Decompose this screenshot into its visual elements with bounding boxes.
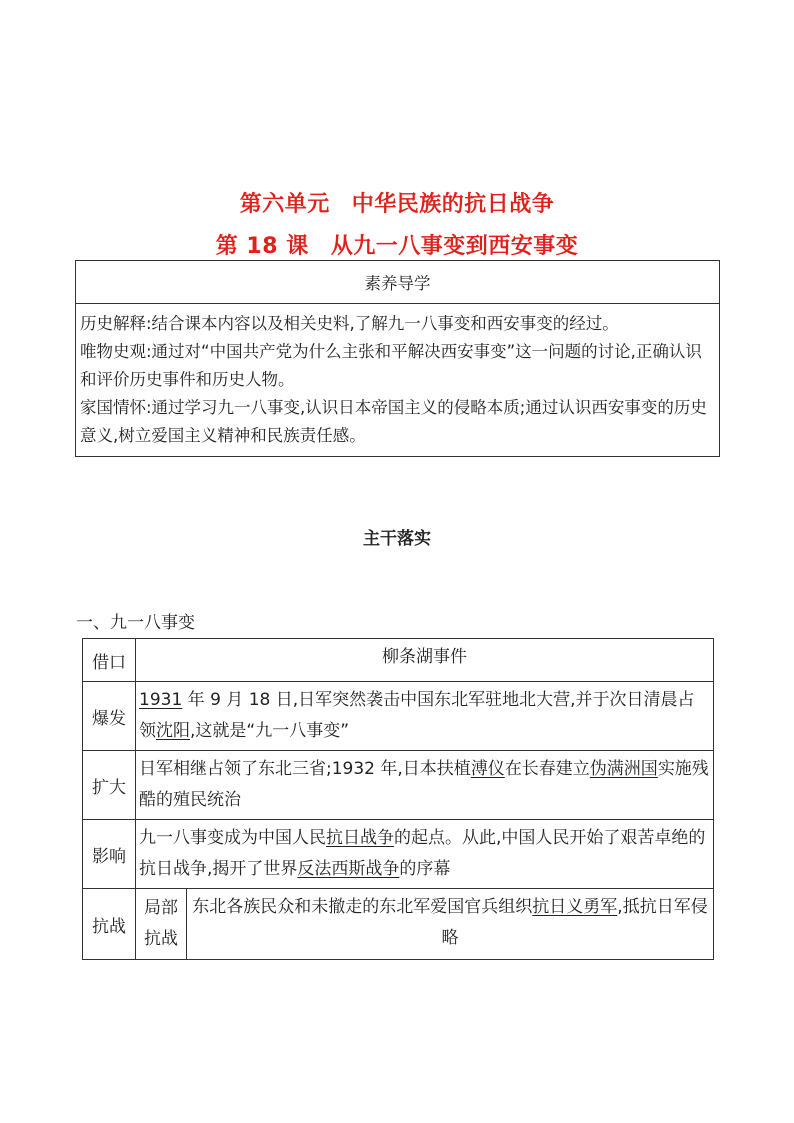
outbreak-text-2: ,这就是“九一八事变” bbox=[190, 721, 350, 741]
impact-antifascist: 反法西斯战争 bbox=[297, 859, 400, 879]
expand-puppet-state: 伪满洲国 bbox=[589, 759, 658, 779]
outbreak-city: 沈阳 bbox=[156, 721, 190, 741]
unit-label: 第六单元 bbox=[239, 192, 330, 217]
row-value-expand bbox=[136, 751, 714, 820]
resistance-text-2: ,抵抗日军侵略 bbox=[441, 897, 708, 948]
row-value-resistance bbox=[187, 889, 714, 960]
impact-text-2: 的起点。从此,中国人民开始了艰苦卓绝的抗日战争,揭开了世界 bbox=[139, 828, 706, 879]
unit-title bbox=[0, 187, 794, 218]
expand-puppet: 溥仪 bbox=[470, 759, 505, 779]
section-title: 主干落实 bbox=[363, 529, 431, 549]
expand-text-1: 日军相继占领了东北三省;1932 年,日本扶植 bbox=[139, 759, 471, 779]
outbreak-year: 1931 bbox=[139, 690, 183, 710]
row-label-pretext: 借口 bbox=[83, 639, 136, 682]
guide-item-materialism: 唯物史观:通过对“中国共产党为什么主张和平解决西安事变”这一问题的讨论,正确认识和评价历史事件和历史人物。 bbox=[80, 342, 702, 389]
resistance-text-1: 东北各族民众和未撤走的东北军爱国官兵组织 bbox=[192, 897, 533, 917]
row-label-expand: 扩大 bbox=[83, 751, 136, 820]
row-value-outbreak bbox=[136, 682, 714, 751]
row-label-impact: 影响 bbox=[83, 820, 136, 889]
literacy-guide-header: 素养导学 bbox=[76, 261, 720, 304]
row-value-pretext: 柳条湖事件 bbox=[136, 639, 714, 682]
resistance-army: 抗日义勇军 bbox=[532, 897, 618, 917]
row-label-resistance: 抗战 bbox=[83, 889, 136, 960]
impact-text-3: 的序幕 bbox=[399, 859, 451, 879]
lesson-name: 从九一八事变到西安事变 bbox=[330, 234, 579, 259]
expand-text-2: 在长春建立 bbox=[504, 759, 590, 779]
literacy-guide-table bbox=[75, 260, 720, 457]
guide-item-patriotism: 家国情怀:通过学习九一八事变,认识日本帝国主义的侵略本质;通过认识西安事变的历史意义,树立爱国主义精神和民族责任感。 bbox=[80, 398, 707, 445]
expand-text-3: 实施残酷的殖民统治 bbox=[139, 759, 709, 810]
row-sublabel-local-resistance: 局部抗战 bbox=[136, 889, 187, 960]
mukden-incident-table bbox=[82, 638, 714, 960]
row-value-impact bbox=[136, 820, 714, 889]
guide-item-history-interpretation: 历史解释:结合课本内容以及相关史料,了解九一八事变和西安事变的经过。 bbox=[80, 314, 619, 333]
table-row-impact bbox=[83, 820, 714, 889]
lesson-label: 第 18 课 bbox=[215, 234, 309, 259]
outbreak-text-1: 年 9 月 18 日,日军突然袭击中国东北军驻地北大营,并于次日清晨占领 bbox=[139, 690, 695, 741]
impact-war: 抗日战争 bbox=[326, 828, 394, 848]
impact-text-1: 九一八事变成为中国人民 bbox=[139, 828, 326, 848]
unit-name: 中华民族的抗日战争 bbox=[351, 192, 555, 217]
row-label-outbreak: 爆发 bbox=[83, 682, 136, 751]
table-row-pretext bbox=[83, 639, 714, 682]
table-row-expand bbox=[83, 751, 714, 820]
table-row-resistance bbox=[83, 889, 714, 960]
heading-mukden-incident: 一、九一八事变 bbox=[76, 613, 195, 633]
table-row-outbreak bbox=[83, 682, 714, 751]
literacy-guide-body bbox=[76, 304, 720, 457]
lesson-title bbox=[0, 229, 794, 260]
